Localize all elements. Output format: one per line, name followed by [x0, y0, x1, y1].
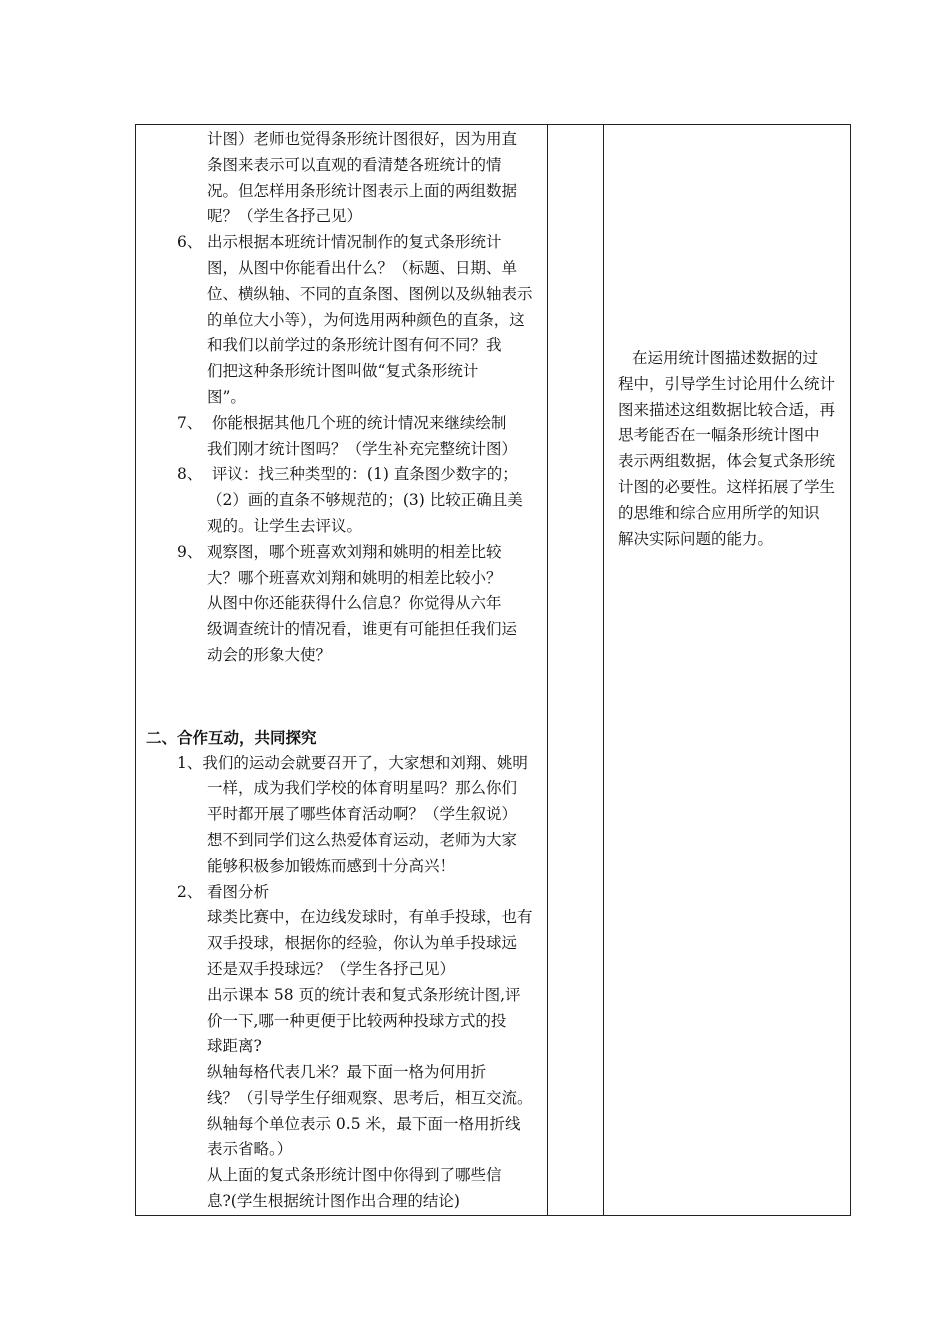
section-title: 二、合作互动，共同探究: [146, 727, 317, 747]
list-item-9: 9、 观察图，哪个班喜欢刘翔和姚明的相差比较 大？哪个班喜欢刘翔和姚明的相差比较小？ 从图中你还能获得什么信息？你觉得从六年 级调查统计的情况看，谁更有可能担任我们运 动会的形象大使？: [144, 540, 539, 669]
sub-item-title: 看图分析: [207, 882, 270, 901]
teaching-process-cell: [136, 125, 548, 1216]
intro-paragraph: 计图）老师也觉得条形统计图很好，因为用直 条图来表示可以直观的看清楚各班统计的情 况。但怎样用条形统计图表示上面的两组数据 呢？（学生各抒己见）: [207, 130, 518, 226]
item-number: 1、: [177, 753, 203, 772]
list-item-6: 6、 出示根据本班统计情况制作的复式条形统计 图，从图中你能看出什么？（标题、日期、单 位、横纵轴、不同的直条图、图例以及纵轴表示 的单位大小等），为何选用两种颜色的直条，这 和我们以前学过的条形统计图有何不同？我 们把这种条形统计图叫做“复式条形统计 图”。: [144, 230, 539, 411]
item-number: 2、: [177, 882, 203, 901]
lesson-plan-table: [135, 124, 851, 1216]
list-item-7: 7、 你能根据其他几个班的统计情况来继续绘制 我们刚才统计图吗？（学生补充完整统计图）: [144, 411, 539, 463]
item-number: 9、: [177, 542, 203, 561]
design-intent-paragraph: 在运用统计图描述数据的过 程中，引导学生讨论用什么统计 图来描述这组数据比较合适，再 思考能否在一幅条形统计图中 表示两组数据，体会复式条形统 计图的必要性。这样拓展了学生 的思维和综合应用所学的知识 解决实际问题的能力。: [618, 349, 836, 548]
list-item-8: 8、 评议：找三种类型的：(1) 直条图少数字的； （2）画的直条不够规范的；(3) 比较正确且美 观的。让学生去评议。: [144, 462, 539, 539]
table-row: [136, 125, 851, 1216]
empty-column-cell: [548, 125, 604, 1216]
item-number: 8、: [177, 465, 203, 484]
item-number: 7、: [177, 413, 203, 432]
design-intent-cell: [604, 125, 851, 1216]
sub-item-2: 2、 看图分析 球类比赛中，在边线发球时，有单手投球，也有 双手投球，根据你的经验，你认为单手投球远 还是双手投球远？（学生各抒己见） 出示课本 58 页的统计表和复式条形统计图,评 价一下,哪一种更便于比较两种投球方式的投 球距离? 纵轴每格代表几米？最下面一格为何用折 线？（引导学生仔细观察、思考后，相互交流。 纵轴每个单位表示 0.5 米，最下面一格用折线 表示省略。） 从上面的复式条形统计图中你得到了哪些信 息?(学生根据统计图作出合理的结论): [144, 880, 539, 1215]
item-number: 6、: [177, 233, 203, 252]
sub-item-1: 1、我们的运动会就要召开了，大家想和刘翔、姚明 一样，成为我们学校的体育明星吗？那么你们 平时都开展了哪些体育活动啊？（学生叙说） 想不到同学们这么热爱体育运动，老师为大家 能够积极参加锻炼而感到十分高兴！: [177, 753, 528, 875]
